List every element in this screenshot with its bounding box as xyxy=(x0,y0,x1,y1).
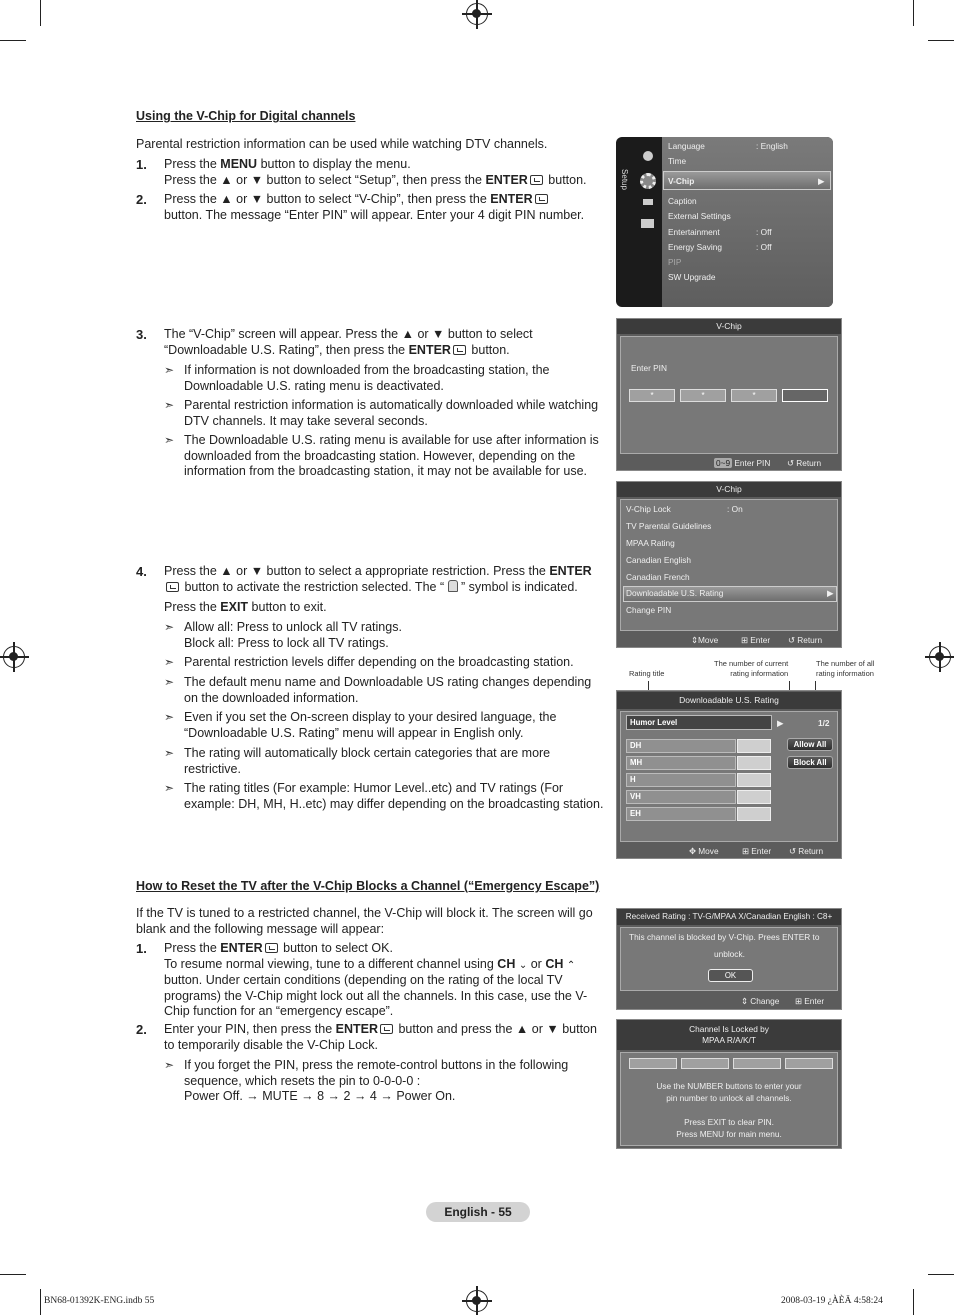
blocked-channel-screen: Received Rating : TV-G/MPAA X/Canadian English : C8+ This channel is blocked by V-Chip. Prees ENTER to unblock. OK ⇕ Change ⊞ Enter xyxy=(616,908,842,1010)
menu-item[interactable]: Time xyxy=(668,156,687,166)
downloadable-rating-screen: Downloadable U.S. Rating Humor Level ▶ 1/2 DH MH H VH EH Allow All Block All ✥ Move ⊞ Enter ↺ Return xyxy=(616,690,842,859)
vchip-menu-screen: V-Chip V-Chip Lock : On TV Parental Guidelines MPAA Rating Canadian English Canadian French Downloadable U.S. Rating ▶ Change PIN ⇕Move ⊞ Enter ↺ Return xyxy=(616,481,842,648)
pin-digit[interactable] xyxy=(629,1058,677,1069)
return-icon: ↺ xyxy=(789,846,796,856)
crop-mark xyxy=(0,1274,26,1275)
intro-text: If the TV is tuned to a restricted channel, the V-Chip will block it. The screen will go blank and the following message will appear: xyxy=(136,906,593,936)
gear-icon xyxy=(640,173,656,189)
input-icon xyxy=(643,199,653,205)
menu-item[interactable]: Language : English xyxy=(668,141,788,151)
menu-item-disabled: PIP xyxy=(668,257,682,267)
allow-all-button[interactable]: Allow All xyxy=(787,738,833,751)
pin-digit-active[interactable] xyxy=(782,389,828,402)
menu-item[interactable]: Energy Saving : Off xyxy=(668,242,772,252)
menu-item[interactable]: Caption xyxy=(668,196,697,206)
rating-row[interactable]: H xyxy=(626,773,736,787)
received-rating-bar: Received Rating : TV-G/MPAA X/Canadian English : C8+ xyxy=(617,909,841,925)
section-heading: How to Reset the TV after the V-Chip Blocks a Channel (“Emergency Escape”) xyxy=(136,879,600,893)
key-badge: 0~9 xyxy=(716,458,731,468)
menu-item[interactable]: External Settings xyxy=(668,211,731,221)
intro-text: Parental restriction information can be used while watching DTV channels. xyxy=(136,137,548,151)
ok-button[interactable]: OK xyxy=(708,969,753,982)
crop-mark xyxy=(928,1274,954,1275)
print-date-info: 2008-03-19 ¿ÀÈÄ 4:58:24 xyxy=(781,1296,883,1306)
registration-mark-icon xyxy=(3,646,25,668)
menu-item[interactable]: SW Upgrade xyxy=(668,272,716,282)
enter-icon xyxy=(166,582,179,592)
pin-digit[interactable]: * xyxy=(629,389,675,402)
menu-item[interactable]: Canadian English xyxy=(626,555,692,565)
enter-icon xyxy=(535,194,548,204)
screen-title: V-Chip xyxy=(617,319,841,334)
lock-icon xyxy=(448,580,458,592)
updown-icon: ⇕ xyxy=(691,635,698,645)
arrow-right-icon: ▶ xyxy=(827,588,834,598)
enter-pin-screen: V-Chip Enter PIN * * * 0~9 Enter PIN ↺ Return xyxy=(616,318,842,471)
menu-item[interactable]: Change PIN xyxy=(626,605,672,615)
registration-mark-icon xyxy=(466,1290,488,1312)
screen-title: V-Chip xyxy=(617,482,841,497)
rating-lock-box[interactable] xyxy=(737,773,771,787)
locked-title: Channel Is Locked by xyxy=(689,1024,769,1034)
block-all-button[interactable]: Block All xyxy=(787,756,833,769)
enter-icon: ⊞ xyxy=(742,846,749,856)
rating-title[interactable]: Humor Level xyxy=(626,715,772,730)
rating-row[interactable]: EH xyxy=(626,807,736,821)
enter-icon xyxy=(453,345,466,355)
pin-digit[interactable] xyxy=(785,1058,833,1069)
rating-row[interactable]: VH xyxy=(626,790,736,804)
chevron-down-icon: ⌄ xyxy=(518,959,528,971)
picture-icon xyxy=(643,151,653,161)
screen-title: Downloadable U.S. Rating xyxy=(617,692,841,709)
menu-item-downloadable[interactable]: Downloadable U.S. Rating xyxy=(626,588,724,598)
locked-rating: MPAA R/A/K/T xyxy=(702,1035,756,1045)
return-icon: ↺ xyxy=(788,635,795,645)
locked-message: Press EXIT to clear PIN. xyxy=(684,1117,774,1127)
section-heading: Using the V-Chip for Digital channels xyxy=(136,109,356,123)
menu-item[interactable]: Entertainment : Off xyxy=(668,227,772,237)
enter-icon xyxy=(265,943,278,953)
callout-label: Rating title xyxy=(629,669,665,678)
locked-message: pin number to unlock all channels. xyxy=(666,1093,792,1103)
pin-digit[interactable] xyxy=(733,1058,781,1069)
print-file-info: BN68-01392K-ENG.indb 55 xyxy=(44,1296,155,1306)
pin-digit[interactable]: * xyxy=(680,389,726,402)
enter-icon xyxy=(530,175,543,185)
blocked-message: unblock. xyxy=(714,949,745,959)
arrow-right-icon: ▶ xyxy=(777,718,784,728)
menu-item-vchip[interactable]: V-Chip xyxy=(668,176,695,186)
crop-mark xyxy=(928,40,954,41)
pin-digit[interactable] xyxy=(681,1058,729,1069)
menu-item[interactable]: TV Parental Guidelines xyxy=(626,521,712,531)
setup-side-label: Setup xyxy=(619,169,629,190)
menu-item[interactable]: Canadian French xyxy=(626,572,690,582)
move-icon: ✥ xyxy=(689,846,696,856)
crop-mark xyxy=(40,0,41,26)
crop-mark xyxy=(0,40,26,41)
rating-row[interactable]: MH xyxy=(626,756,736,770)
arrow-right-icon: ▶ xyxy=(818,176,825,186)
registration-mark-icon xyxy=(929,646,951,668)
crop-mark xyxy=(913,1289,914,1315)
crop-mark xyxy=(40,1289,41,1315)
application-icon xyxy=(641,219,654,228)
setup-menu-screen xyxy=(616,137,833,307)
rating-lock-box[interactable] xyxy=(737,756,771,770)
enter-icon: ⊞ xyxy=(741,635,748,645)
crop-mark xyxy=(913,0,914,26)
enter-icon xyxy=(380,1024,393,1034)
page-number: English - 55 xyxy=(426,1202,530,1222)
locked-message: Use the NUMBER buttons to enter your xyxy=(656,1081,802,1091)
pin-digit[interactable]: * xyxy=(731,389,777,402)
chevron-up-icon: ⌃ xyxy=(566,959,576,971)
rating-lock-box[interactable] xyxy=(737,739,771,753)
return-icon: ↺ xyxy=(787,458,794,468)
rating-row[interactable]: DH xyxy=(626,739,736,753)
callout-label: The number of current rating information xyxy=(714,659,789,678)
updown-icon: ⇕ xyxy=(741,996,748,1006)
callout-label: The number of all rating information xyxy=(816,659,875,678)
pin-prompt: Enter PIN xyxy=(631,363,667,373)
locked-message: Press MENU for main menu. xyxy=(676,1129,782,1139)
registration-mark-icon xyxy=(466,3,488,25)
channel-locked-screen xyxy=(616,1019,842,1149)
page-indicator: 1/2 xyxy=(818,718,830,728)
enter-icon: ⊞ xyxy=(795,996,802,1006)
rating-lock-box[interactable] xyxy=(737,790,771,804)
blocked-message: This channel is blocked by V-Chip. Prees ENTER to xyxy=(629,932,820,942)
menu-item[interactable]: V-Chip Lock : On xyxy=(626,504,743,514)
menu-item[interactable]: MPAA Rating xyxy=(626,538,675,548)
rating-lock-box[interactable] xyxy=(737,807,771,821)
